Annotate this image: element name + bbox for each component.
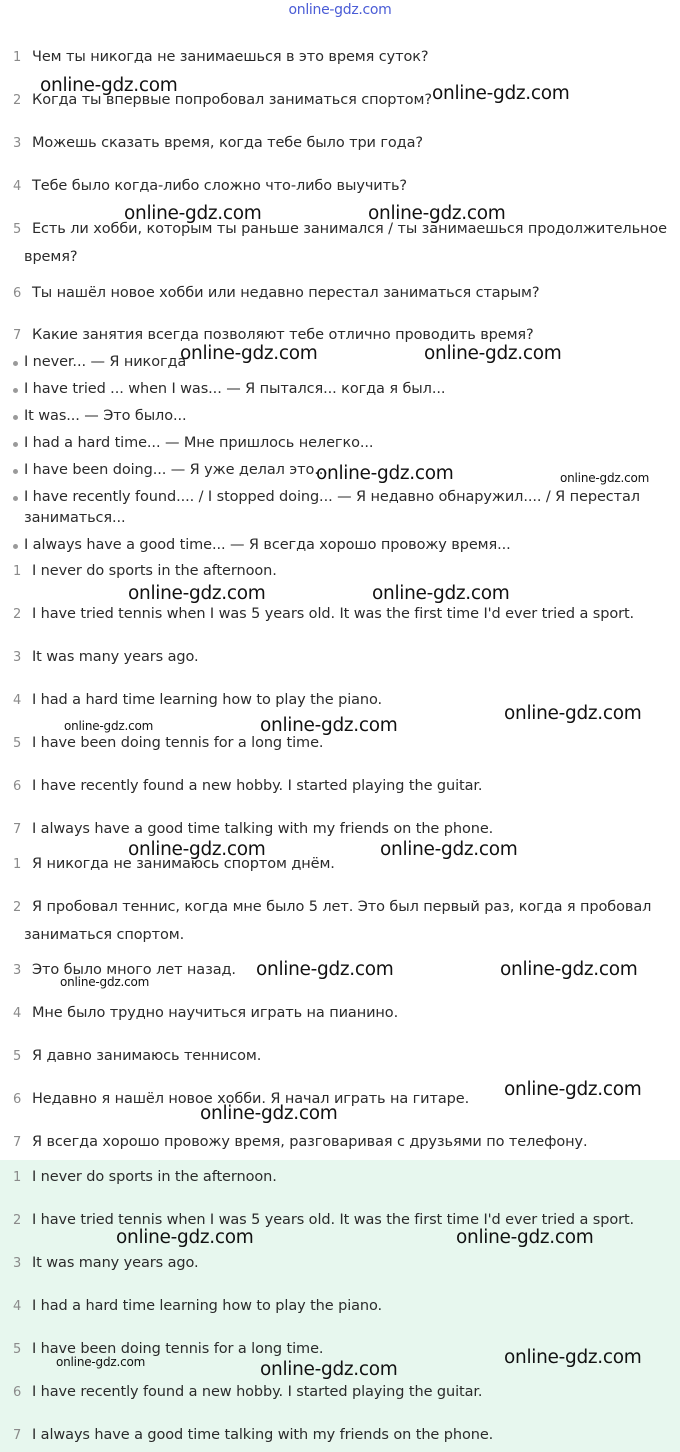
phrase-text: I had a hard time... — Мне пришлось нелегко...: [24, 435, 374, 451]
answer-number: 4: [13, 1299, 22, 1314]
watermark: online-gdz.com: [260, 715, 398, 736]
answer-text: I never do sports in the afternoon.: [32, 563, 277, 579]
answer-number: 5: [13, 1342, 22, 1357]
answer-text-continued: заниматься спортом.: [24, 927, 185, 943]
answer-number: 5: [13, 736, 22, 751]
watermark: online-gdz.com: [504, 703, 642, 724]
watermark: online-gdz.com: [368, 203, 506, 224]
question-text: Можешь сказать время, когда тебе было три года?: [32, 135, 423, 151]
watermark: online-gdz.com: [500, 959, 638, 980]
answer-number: 6: [13, 779, 22, 794]
question-number: 4: [13, 179, 22, 194]
answer-number: 3: [13, 1256, 22, 1271]
answer-number: 1: [13, 564, 22, 579]
answer-text: I have tried tennis when I was 5 years old. It was the first time I'd ever tried a sport.: [32, 1212, 635, 1228]
answer-text: I have been doing tennis for a long time.: [32, 1341, 324, 1357]
phrase-text: It was... — Это было...: [24, 408, 187, 424]
answer-text: I never do sports in the afternoon.: [32, 1169, 277, 1185]
question-number: 6: [13, 286, 22, 301]
answer-number: 7: [13, 822, 22, 837]
answer-text: I have recently found a new hobby. I started playing the guitar.: [32, 778, 483, 794]
answer-text: Мне было трудно научиться играть на пианино.: [32, 1005, 399, 1021]
answer-text: Я никогда не занимаюсь спортом днём.: [32, 856, 335, 872]
watermark: online-gdz.com: [380, 839, 518, 860]
watermark: online-gdz.com: [60, 975, 150, 989]
answer-text: Я давно занимаюсь теннисом.: [32, 1048, 262, 1064]
answer-text: I have been doing tennis for a long time.: [32, 735, 324, 751]
watermark: online-gdz.com: [180, 343, 318, 364]
question-text: Есть ли хобби, которым ты раньше занимался / ты занимаешься продолжительное: [32, 221, 667, 237]
answer-text: I had a hard time learning how to play the piano.: [32, 1298, 383, 1314]
watermark: online-gdz.com: [504, 1079, 642, 1100]
question-number: 2: [13, 93, 22, 108]
answer-text: Это было много лет назад.: [32, 962, 236, 978]
answer-text: Я пробовал теннис, когда мне было 5 лет. Это был первый раз, когда я пробовал: [32, 899, 652, 915]
watermark: online-gdz.com: [316, 463, 454, 484]
phrase-text: I have been doing... — Я уже делал это...: [24, 462, 328, 478]
question-text: Чем ты никогда не занимаешься в это время суток?: [32, 49, 429, 65]
answer-text: I had a hard time learning how to play the piano.: [32, 692, 383, 708]
watermark: online-gdz.com: [424, 343, 562, 364]
answer-number: 2: [13, 1213, 22, 1228]
phrase-text: I never... — Я никогда: [24, 354, 187, 370]
answer-text: It was many years ago.: [32, 649, 199, 665]
watermark: online-gdz.com: [256, 959, 394, 980]
question-text: Какие занятия всегда позволяют тебе отлично проводить время?: [32, 327, 534, 343]
answer-number: 3: [13, 963, 22, 978]
phrase-text: I always have a good time... — Я всегда хорошо провожу время...: [24, 537, 511, 553]
bullet-icon: [13, 442, 18, 447]
answer-number: 2: [13, 900, 22, 915]
question-number: 3: [13, 136, 22, 151]
phrase-text: I have recently found.... / I stopped doing... — Я недавно обнаружил.... / Я перестал: [24, 489, 640, 505]
question-number: 1: [13, 50, 22, 65]
answer-text: Я всегда хорошо провожу время, разговаривая с друзьями по телефону.: [32, 1134, 588, 1150]
watermark: online-gdz.com: [128, 583, 266, 604]
answer-number: 3: [13, 650, 22, 665]
question-text: Когда ты впервые попробовал заниматься спортом?: [32, 92, 432, 108]
answer-number: 1: [13, 857, 22, 872]
watermark: online-gdz.com: [504, 1347, 642, 1368]
watermark: online-gdz.com: [64, 719, 154, 733]
answer-number: 5: [13, 1049, 22, 1064]
question-number: 5: [13, 222, 22, 237]
watermark: online-gdz.com: [432, 83, 570, 104]
answer-number: 1: [13, 1170, 22, 1185]
answer-text: I have recently found a new hobby. I started playing the guitar.: [32, 1384, 483, 1400]
answer-number: 6: [13, 1385, 22, 1400]
bullet-icon: [13, 415, 18, 420]
bullet-icon: [13, 469, 18, 474]
phrase-text-continued: заниматься...: [24, 510, 126, 526]
watermark: online-gdz.com: [372, 583, 510, 604]
watermark: online-gdz.com: [128, 839, 266, 860]
watermark: online-gdz.com: [116, 1227, 254, 1248]
bullet-icon: [13, 361, 18, 366]
watermark: online-gdz.com: [200, 1103, 338, 1124]
answer-number: 4: [13, 1006, 22, 1021]
bullet-icon: [13, 388, 18, 393]
watermark: online-gdz.com: [260, 1359, 398, 1380]
watermark: online-gdz.com: [124, 203, 262, 224]
answer-text: It was many years ago.: [32, 1255, 199, 1271]
answer-number: 7: [13, 1428, 22, 1443]
question-text: Ты нашёл новое хобби или недавно перестал заниматься старым?: [32, 285, 540, 301]
bullet-icon: [13, 496, 18, 501]
watermark: online-gdz.com: [456, 1227, 594, 1248]
watermark: online-gdz.com: [560, 471, 650, 485]
answer-text: I always have a good time talking with my friends on the phone.: [32, 821, 494, 837]
site-header-link[interactable]: online-gdz.com: [288, 2, 392, 18]
watermark: online-gdz.com: [40, 75, 178, 96]
answer-number: 6: [13, 1092, 22, 1107]
question-text: Тебе было когда-либо сложно что-либо выучить?: [32, 178, 408, 194]
question-number: 7: [13, 328, 22, 343]
answer-text: Недавно я нашёл новое хобби. Я начал играть на гитаре.: [32, 1091, 470, 1107]
answer-number: 2: [13, 607, 22, 622]
bullet-icon: [13, 544, 18, 549]
phrase-text: I have tried ... when I was... — Я пытался... когда я был...: [24, 381, 446, 397]
answer-number: 7: [13, 1135, 22, 1150]
answer-text: I always have a good time talking with my friends on the phone.: [32, 1427, 494, 1443]
watermark: online-gdz.com: [56, 1355, 146, 1369]
question-text-continued: время?: [24, 249, 78, 265]
answer-number: 4: [13, 693, 22, 708]
answer-text: I have tried tennis when I was 5 years old. It was the first time I'd ever tried a sport.: [32, 606, 635, 622]
